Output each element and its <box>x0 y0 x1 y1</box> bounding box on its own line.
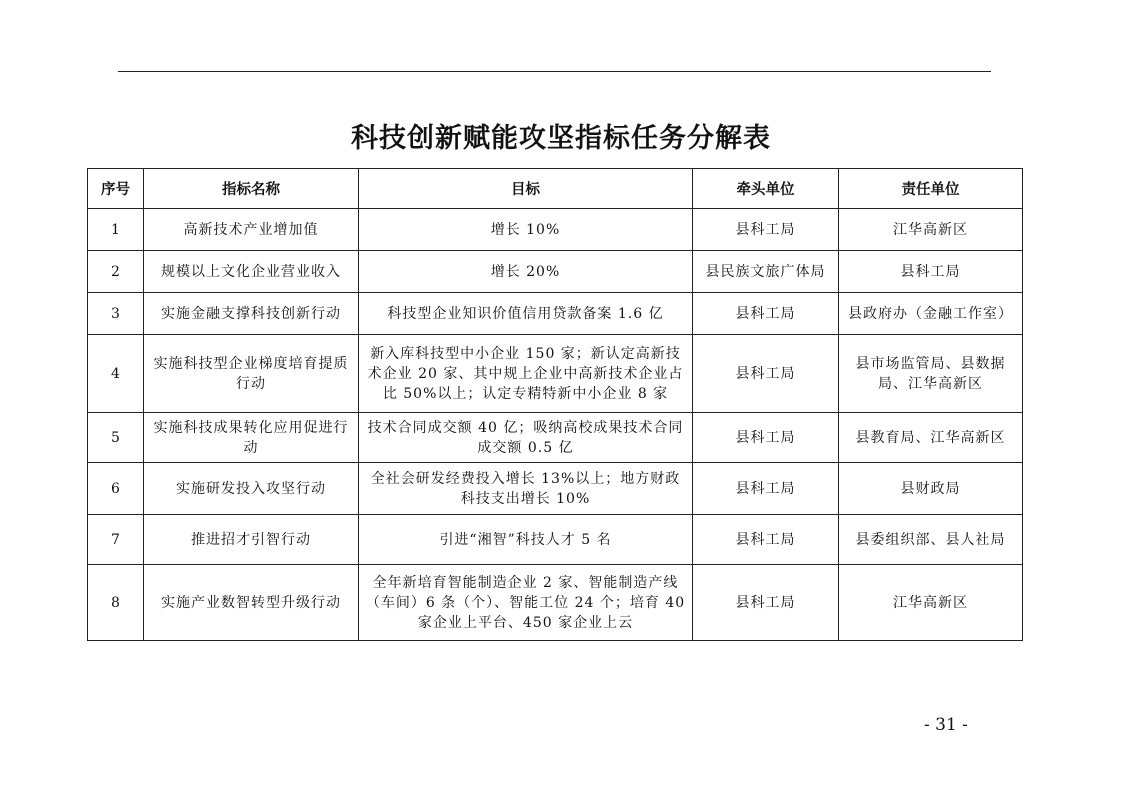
row-responsible-unit: 江华高新区 <box>839 565 1023 641</box>
document-title: 科技创新赋能攻坚指标任务分解表 <box>351 123 771 154</box>
row-target: 增长 10% <box>359 209 693 251</box>
row-responsible-unit: 县科工局 <box>839 251 1023 293</box>
row-responsible-unit: 县教育局、江华高新区 <box>839 413 1023 463</box>
row-no: 5 <box>88 413 144 463</box>
row-indicator-name: 推进招才引智行动 <box>144 515 359 565</box>
row-target: 全年新培育智能制造企业 2 家、智能制造产线（车间）6 条（个）、智能工位 24 个；培育 40 家企业上平台、450 家企业上云 <box>359 565 693 641</box>
row-lead-unit: 县科工局 <box>693 293 839 335</box>
row-indicator-name: 实施科技型企业梯度培育提质行动 <box>144 335 359 413</box>
row-no: 4 <box>88 335 144 413</box>
header-rule <box>118 71 991 72</box>
row-responsible-unit: 县市场监管局、县数据局、江华高新区 <box>839 335 1023 413</box>
task-breakdown-table <box>87 168 1023 641</box>
row-no: 1 <box>88 209 144 251</box>
row-indicator-name: 实施金融支撑科技创新行动 <box>144 293 359 335</box>
row-lead-unit: 县科工局 <box>693 209 839 251</box>
row-indicator-name: 实施产业数智转型升级行动 <box>144 565 359 641</box>
page-number: - 31 - <box>924 715 968 735</box>
row-target: 技术合同成交额 40 亿；吸纳高校成果技术合同成交额 0.5 亿 <box>359 413 693 463</box>
row-no: 8 <box>88 565 144 641</box>
row-no: 2 <box>88 251 144 293</box>
row-lead-unit: 县科工局 <box>693 565 839 641</box>
row-target: 全社会研发经费投入增长 13%以上；地方财政科技支出增长 10% <box>359 463 693 515</box>
row-target: 新入库科技型中小企业 150 家；新认定高新技术企业 20 家、其中规上企业中高新技术企业占比 50%以上；认定专精特新中小企业 8 家 <box>359 335 693 413</box>
header-lead-unit: 牵头单位 <box>693 169 839 209</box>
row-no: 7 <box>88 515 144 565</box>
row-lead-unit: 县科工局 <box>693 515 839 565</box>
row-lead-unit: 县民族文旅广体局 <box>693 251 839 293</box>
table-row <box>88 463 1023 515</box>
table-row <box>88 251 1023 293</box>
row-responsible-unit: 江华高新区 <box>839 209 1023 251</box>
row-indicator-name: 实施科技成果转化应用促进行动 <box>144 413 359 463</box>
table-row <box>88 515 1023 565</box>
header-no: 序号 <box>88 169 144 209</box>
row-indicator-name: 高新技术产业增加值 <box>144 209 359 251</box>
table-row <box>88 293 1023 335</box>
row-lead-unit: 县科工局 <box>693 335 839 413</box>
header-responsible-unit: 责任单位 <box>839 169 1023 209</box>
row-no: 6 <box>88 463 144 515</box>
table-row <box>88 209 1023 251</box>
row-target: 引进“湘智”科技人才 5 名 <box>359 515 693 565</box>
header-target: 目标 <box>359 169 693 209</box>
table-row <box>88 565 1023 641</box>
table-row <box>88 413 1023 463</box>
table-row <box>88 335 1023 413</box>
row-indicator-name: 实施研发投入攻坚行动 <box>144 463 359 515</box>
row-responsible-unit: 县政府办（金融工作室） <box>839 293 1023 335</box>
row-responsible-unit: 县委组织部、县人社局 <box>839 515 1023 565</box>
table-header-row <box>88 169 1023 209</box>
row-responsible-unit: 县财政局 <box>839 463 1023 515</box>
row-lead-unit: 县科工局 <box>693 413 839 463</box>
row-indicator-name: 规模以上文化企业营业收入 <box>144 251 359 293</box>
row-target: 科技型企业知识价值信用贷款备案 1.6 亿 <box>359 293 693 335</box>
header-indicator-name: 指标名称 <box>144 169 359 209</box>
row-lead-unit: 县科工局 <box>693 463 839 515</box>
row-no: 3 <box>88 293 144 335</box>
row-target: 增长 20% <box>359 251 693 293</box>
